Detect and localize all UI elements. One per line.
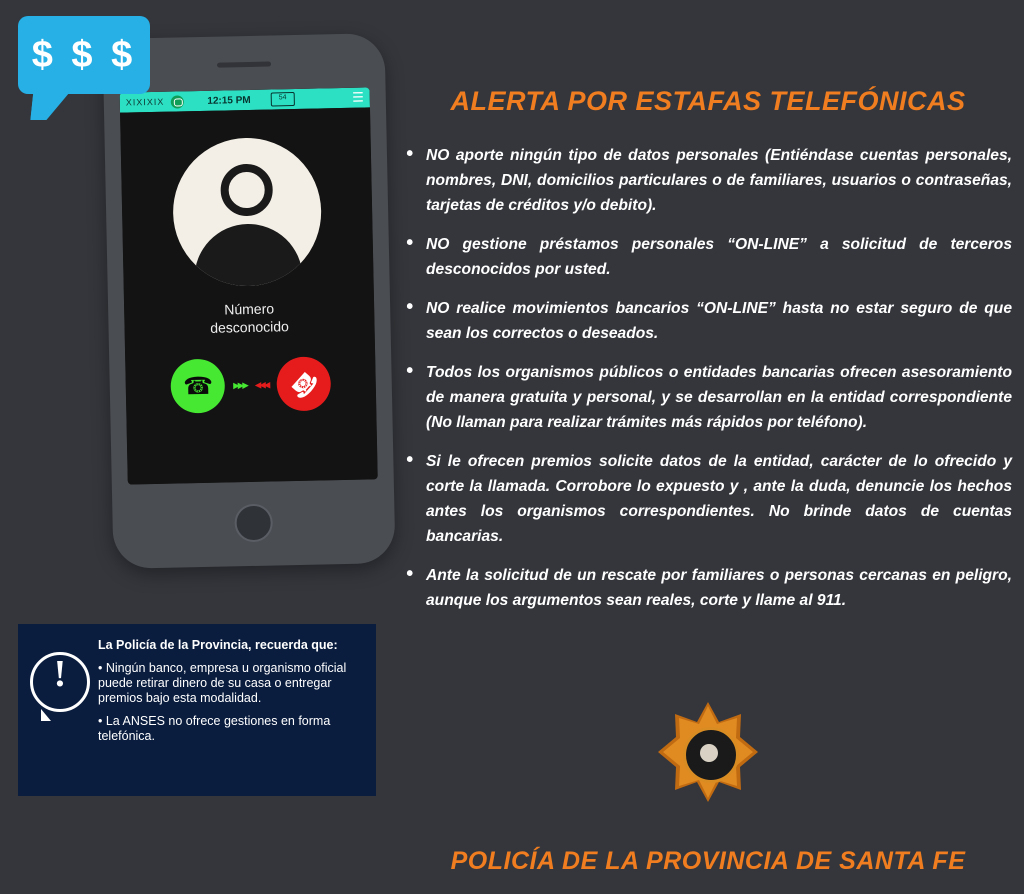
caller-id bbox=[210, 299, 289, 337]
avatar-head bbox=[220, 163, 273, 216]
phone-screen bbox=[120, 87, 378, 484]
list-item: • Ante la solicitud de un rescate por familiares o personas cercanas en peligro, aunque los argumentos sean reales, corte y llame al 911. bbox=[404, 563, 1012, 613]
list-item: • Si le ofrecen premios solicite datos de la entidad, carácter de lo ofrecido y corte la llamada. Corrobore lo expuesto y , ante la duda, denuncie los hechos antes los organismos correspondientes. No brinde datos de cuentas bancarias. bbox=[404, 449, 1012, 549]
carrier-label: XIXIXIX bbox=[125, 96, 165, 108]
hamburger-menu-icon[interactable]: ☰ bbox=[351, 89, 364, 105]
answer-call-button[interactable]: ☎ bbox=[171, 359, 226, 414]
notice-item-2: • La ANSES no ofrece gestiones en forma telefónica. bbox=[98, 714, 331, 743]
police-crest-icon bbox=[650, 698, 766, 808]
left-column bbox=[0, 0, 400, 894]
avatar-body bbox=[193, 223, 303, 288]
police-notice-box bbox=[18, 624, 376, 796]
speech-bubble-tail bbox=[30, 90, 71, 120]
footer-title: POLICÍA DE LA PROVINCIA DE SANTA FE bbox=[450, 847, 966, 875]
list-item: • NO aporte ningún tipo de datos personales (Entiéndase cuentas personales, nombres, DNI, domicilios particulares o de familiares, usuarios o contraseñas, tarjetas de créditos y/o debito). bbox=[404, 143, 1012, 218]
phone-speaker bbox=[217, 61, 271, 67]
list-item: • NO realice movimientos bancarios “ON-LINE” hasta no estar seguro de que sean los correctos o deseados. bbox=[404, 296, 1012, 346]
status-time: 12:15 PM bbox=[207, 94, 251, 107]
smartphone-illustration bbox=[102, 33, 395, 569]
phone-home-button[interactable] bbox=[234, 504, 273, 543]
avatar bbox=[172, 136, 323, 287]
answer-arrows: ▸▸▸ bbox=[233, 377, 247, 393]
notice-item-1: • Ningún banco, empresa u organismo oficial puede retirar dinero de su casa o entregar premios bajo esta modalidad. bbox=[98, 661, 347, 705]
incoming-call-screen bbox=[120, 107, 378, 484]
battery-icon: 54 bbox=[271, 92, 295, 106]
notice-title: La Policía de la Provincia, recuerda que: bbox=[98, 638, 338, 652]
decline-call-button[interactable]: ☎ bbox=[276, 356, 331, 411]
advice-list bbox=[404, 143, 1012, 613]
list-item: • Todos los organismos públicos o entidades bancarias ofrecen asesoramiento de manera gratuita y personal, y se desarrollan en la entidad correspondiente (No llaman para realizar trámites más rápidos por teléfono). bbox=[404, 360, 1012, 435]
money-speech-bubble bbox=[18, 16, 150, 94]
caller-line-1: Número bbox=[224, 300, 275, 318]
right-column bbox=[392, 0, 1024, 894]
call-action-row bbox=[171, 356, 331, 413]
caller-line-2: desconocido bbox=[210, 318, 290, 336]
notice-text bbox=[98, 638, 368, 752]
dollar-signs-text: $ $ $ bbox=[31, 34, 137, 76]
whatsapp-icon bbox=[170, 95, 183, 108]
page-title: ALERTA POR ESTAFAS TELEFÓNICAS bbox=[450, 86, 966, 116]
decline-arrows: ◂◂◂ bbox=[254, 376, 269, 392]
list-item: • NO gestione préstamos personales “ON-LINE” a solicitud de terceros desconocidos por usted. bbox=[404, 232, 1012, 282]
exclamation-bubble-icon bbox=[30, 652, 84, 714]
